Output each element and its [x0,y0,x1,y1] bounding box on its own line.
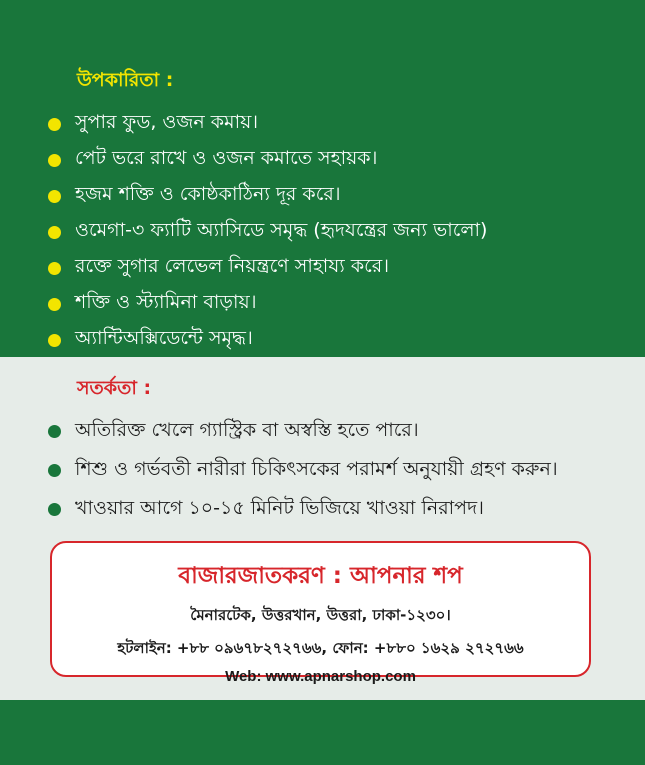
seller-title: বাজারজাতকরণ : আপনার শপ [178,563,463,589]
benefit-text: রক্তে সুগার লেভেল নিয়ন্ত্রণে সাহায্য করে। [75,255,389,277]
bullet-dot-icon [48,298,61,311]
bullet-dot-icon [48,464,61,477]
list-item [48,178,487,214]
bullet-dot-icon [48,425,61,438]
seller-address: মৈনারটেক, উত্তরখান, উত্তরা, ঢাকা-১২৩০। [190,606,451,624]
cautions-title: সতর্কতা : [77,377,152,399]
seller-info-box [50,541,591,685]
bullet-dot-icon [48,262,61,275]
list-item [48,142,487,178]
bullet-dot-icon [48,226,61,239]
benefits-list [48,106,487,358]
bullet-dot-icon [48,190,61,203]
caution-text: অতিরিক্ত খেলে গ্যাস্ট্রিক বা অস্বস্তি হতে পারে। [75,418,419,441]
list-item [48,286,487,322]
seller-website: Web: www.apnarshop.com [225,668,416,685]
list-item [48,250,487,286]
bullet-dot-icon [48,154,61,167]
seller-phone: হটলাইন: +৮৮ ০৯৬৭৮২৭২৭৬৬, ফোন: +৮৮০ ১৬২৯ ২৭২৭৬৬ [117,639,524,657]
benefit-text: সুপার ফুড, ওজন কমায়। [75,111,259,133]
caution-text: শিশু ও গর্ভবতী নারীরা চিকিৎসকের পরামর্শ অনুযায়ী গ্রহণ করুন। [75,457,558,480]
list-item [48,412,558,451]
list-item [48,322,487,358]
cautions-list [48,412,558,529]
benefit-text: ওমেগা-৩ ফ্যাটি অ্যাসিডে সমৃদ্ধ (হৃদযন্ত্রের জন্য ভালো) [75,219,488,241]
bullet-dot-icon [48,503,61,516]
list-item [48,106,487,142]
benefit-text: পেট ভরে রাখে ও ওজন কমাতে সহায়ক। [75,147,378,169]
bottom-green-band [0,700,645,765]
list-item [48,451,558,490]
list-item [48,490,558,529]
benefit-text: শক্তি ও স্ট্যামিনা বাড়ায়। [75,291,257,313]
benefit-text: হজম শক্তি ও কোষ্ঠকাঠিন্য দূর করে। [75,183,341,205]
benefit-text: অ্যান্টিঅক্সিডেন্টে সমৃদ্ধ। [75,327,253,349]
caution-text: খাওয়ার আগে ১০-১৫ মিনিট ভিজিয়ে খাওয়া নিরাপদ। [75,496,484,519]
bullet-dot-icon [48,334,61,347]
list-item [48,214,487,250]
bullet-dot-icon [48,118,61,131]
benefits-title: উপকারিতা : [77,69,174,91]
